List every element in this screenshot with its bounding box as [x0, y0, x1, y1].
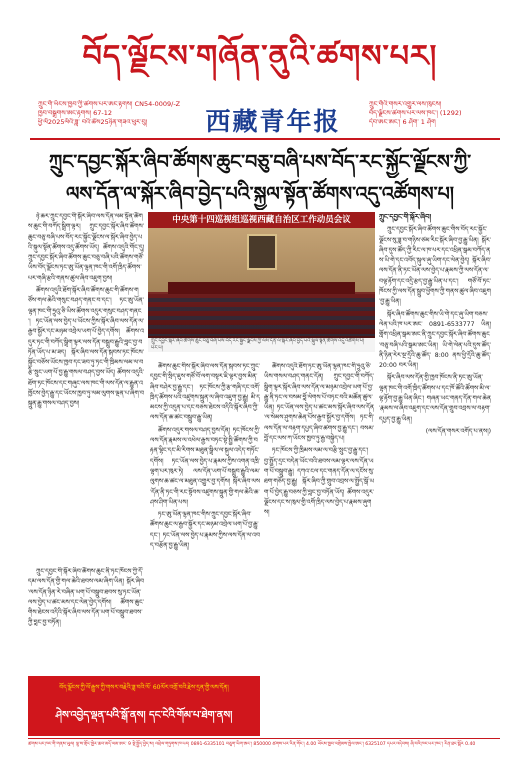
meta-left-line2: ཁྱབ་བསྒྲགས་ཨང་རྟགས། 67-12: [38, 109, 113, 117]
photo-audience-rows: [148, 298, 375, 336]
article-byline: (ལས་དོན་གསར་འགོད་པ་ནས།): [425, 427, 491, 435]
masthead-divider: [30, 138, 500, 140]
paragraph: ཚོགས་འདུའི་ཐོག་ཏང་ཨུ་ཡོན་ལྷན་ཁང་གི་ཧྲུའུ་ཅི་ཡིས་གསལ་བཤད་གནང་དོན། ཀྲུང་དབྱང་གི་བཀོད་སྒྲིག་ལྟར་སྐོར་ཞིབ་ལས་དོན་ལ་མཉམ་འབྲེལ་ཡག་པོ་བྱ་རྒྱུ་ནི་ཏང་ལ་བསམ་བློ་ལེགས་པོ་བཏང་བའི་མཚོན་ཚུལ་ཡིན། ཏང་ཡོན་ལས་བྱེད་པ་ཚང་མས་སྐོར་ཞིབ་ལས་དོན་ལ་སེམས་ཤུགས་ཆེན་པོས་རྒྱབ་སྐྱོར་བྱ་དགོས། ཏང་གི་ལས་དོན་ལ་བརྟག་དཔྱད་ཞིབ་ཚགས་བྱ་རྒྱུ་དང་། བསམ་བློ་དང་ལས་ཀ་ཡོངས་ཁྱབ་ཏུ་རྒྱ་བསྐྱེད་པ།: [264, 363, 374, 443]
paragraph: སྐོར་ཞིབ་ཚོགས་ཆུང་གིས་ཡི་གེ་དང་ཞུ་ཡིག་བཅས་ལེན་པའི་ཁ་པར་ཨང་ 0891-6533777 ཡིན། གློག་འཕྲིན་སྒམ་ཨང་ནི་ཀྲུང་དབྱང་སྐོར་ཞིབ་ཚོགས་ཆུང་བཅུ་བཞི་པའི་སྒམ་ཨང་ཡིན། ཡི་གེ་ལེན་པའི་དུས་ཚོད་ནི་ཉིན་རེར་སྔ་དྲོའི་ཆུ་ཚོད་ 8:00 ནས་ཕྱི་དྲོའི་ཆུ་ཚོད་ 20:00 བར་ཡིན།: [379, 310, 491, 370]
photo-banner-text: 中央第十四巡视组巡视西藏自治区工作动员会议: [148, 212, 375, 228]
publication-info-right: [369, 100, 494, 127]
headline-line1: ཀྲུང་དབྱང་སྐོར་ཞིབ་ཚོགས་ཆུང་བཅུ་བཞི་པས་བོད་རང་སྐྱོང་ལྗོངས་ཀྱི་: [48, 151, 472, 173]
meta-right-line2: བོད་ལྗོངས་ཚགས་པར་ལས་ཁང་། (1292): [369, 109, 462, 117]
photo-portrait-image: [247, 234, 277, 270]
column-subheading: ཀྲུང་དབྱང་གི་སྐོར་ཞིབ།: [379, 213, 432, 221]
paragraph: ཚོགས་འདུར་གསལ་བཤད་བྱས་དོན། ཏང་ཁོངས་ཀྱི་ལས་དོན་རྣམས་ལ་འཕེལ་རྒྱས་བཏང་སྟེ་སྤྱི་ཚོགས་ཀྱི་བརྟན་ལྷིང་དང་མི་རིགས་མཐུན་སྒྲིལ་ལ་སྐུལ་འདེད་གཏོང་དགོས། ཏང་ཡོན་ལས་བྱེད་པ་རྣམས་ཀྱིས་འགན་འཁྲི་ལྷག་པར་ཁུར་ཏེ། ལས་དོན་ཡག་པོ་བསྒྲུབ་རྒྱུའི་ལམ་ལུགས་ཆ་ཚང་ལ་མཐུན་འགྱུར་བྱ་དགོས། སྐོར་ཞིབ་ལས་དོན་ནི་ཏང་གི་རང་སྟོབས་འཛུགས་སྐྲུན་གྱི་གལ་ཆེའི་ཆ་ཤས་ཤིག་ཡིན་པས།: [150, 426, 260, 506]
headline-line2: ལས་དོན་ལ་སྐོར་ཞིབ་བྱེད་པའི་སྐྱལ་སྟོན་ཚོགས་འདུ་འཚོགས་པ།: [66, 183, 454, 205]
article-column-1-continued: [28, 567, 144, 667]
publication-info-left: [38, 100, 198, 127]
footer-divider: [28, 738, 500, 739]
paragraph: ཚོགས་ཆུང་གིས་སྐོར་ཞིབ་ལས་དོན་སྐབས་ཏང་ཀྲུང་དབྱང་གི་སྲིད་ཇུས་གཙོ་བོ་ལག་བསྟར་ཇི་ལྟར་བྱས་མིན་ཞིབ་བཤེར་བྱ་རྒྱུ་དང་། ཏང་ཁོངས་ཀྱི་རྩ་གཞི་དང་འགོ་ཁྲིད་ཚོགས་པའི་འཛུགས་སྐྲུན་ལ་ཞིབ་འཇུག་བྱ་རྒྱུ། མི་དམངས་ཀྱི་འདུན་པ་དང་བཅས་ཐེངས་འདིའི་སྐོར་ཞིབ་ཀྱི་ལས་དོན་ཆ་ཚང་བསྒྲུབ་རྒྱུ་ཡིན།: [150, 363, 260, 422]
paragraph: སྐོར་ཞིབ་ལས་དོན་གྱི་ཁྱབ་ཁོངས་ནི་ཏང་ཨུ་ཡོན་ལྷན་ཁང་གི་འགོ་ཁྲིད་ཚོགས་པ་དང་ཁོ་ཚོའི་ཚོགས་མི་ལ་ལྟ་རྟོག་བྱ་རྒྱུ་ཡིན་ཞིང་། གཞན་ཡང་གནད་དོན་གལ་ཆེན་རྣམས་ལ་ཞིབ་འཇུག་དང་ལས་དོན་གྲུབ་འབྲས་ལ་བརྟག་དཔྱད་བྱ་རྒྱུ་ཡིན།: [379, 374, 491, 423]
news-photo: [148, 212, 375, 352]
paragraph: ཉེ་ཆར་ཀྲུང་དབྱང་གི་སྐོར་ཞིབ་ལས་དོན་ལམ་སྟོན་ཚོགས་ཆུང་གི་བཀོད་སྒྲིག་ལྟར། ཀྲུང་དབྱང་སྐོར་ཞིབ་ཚོགས་ཆུང་བཅུ་བཞི་པས་བོད་རང་སྐྱོང་ལྗོངས་ལ་སྐོར་ཞིབ་བྱེད་པའི་སྐུལ་སྟོན་ཚོགས་འདུ་ཚོགས་ཡོད། ཚོགས་འདུའི་གོང་དུ། ཀྲུང་དབྱང་སྐོར་ཞིབ་ཚོགས་ཆུང་བཅུ་བཞི་པའི་ཚོགས་གཙོ་ཡིས་བོད་ལྗོངས་ཏང་ཨུ་ཡོན་ལྷན་ཁང་གི་འགོ་ཁྲིད་ཚོགས་པར་གཞི་རྩའི་གནས་ཚུལ་ཞིབ་འཇུག་བྱས།: [28, 213, 144, 282]
main-headline: [20, 146, 500, 210]
meta-left-line3: ཕྱི་ལོ2025ལོའི་ཟླ་ བའི་ཚེས25ཉིན་གཟའ་ཕུར་བུ།: [38, 118, 148, 126]
article-column-4: [379, 212, 491, 732]
masthead-chinese-title: 西藏青年报: [205, 107, 341, 136]
article-column-3: [264, 362, 374, 757]
paragraph: ཏང་ཨུ་ཡོན་ལྷན་ཁང་གིས་ཀྲུང་དབྱང་སྐོར་ཞིབ་ཚོགས་ཆུང་ལ་རྒྱབ་སྐྱོར་དང་མཉམ་འབྲེལ་ཡག་པོ་བྱ་རྒྱུ་དང་། ཏང་ཡོན་ལས་བྱེད་པ་རྣམས་ཀྱིས་ལས་དོན་ལ་འབད་བརྩོན་བྱ་རྒྱུ་ཡིན།: [150, 511, 260, 550]
footer-publisher-info: ཚགས་པར་ཁང་གི་གནས་ཡུལ། ལྷ་ས་གྲོང་ཁྱེར་ཆབ་མདོ་ལམ་ཨང་ 9 སྡེ་སྤྱོད་བྱེད་ས། འབྲེལ་གཏུགས་ཁ་པར། 0891-6335101 བཅུག་ཡིག་ཨང་། 850000 ཚགས་པར་རིན་གོང་། 4.00 ཡོངས་ཁྱབ་འགྲེམས་སྤེལ་ཨང་། 6325107 དཔར་འདེབས། ཞི་བའི་ཁང་པར་ཁང་། རིན་ཐང་སྒོར 0.40: [28, 742, 476, 747]
red-notice-box: [28, 676, 260, 736]
meta-right-line3: དེབ་ཨང་ཨང་། 6 ཤོག་ 1 ཤོག: [369, 118, 436, 126]
article-column-1: [28, 212, 144, 557]
photo-caption: ཀྲུང་དབྱང་སྐོར་ཞིབ་ཚོགས་ཆུང་བཅུ་བཞི་པས་བོད་རང་སྐྱོང་ལྗོངས་ཀྱི་ལས་དོན་ལ་སྐོར་ཞིབ་བྱེད་པའི་སྐུལ་སྟོན་ཚོགས་འདུ་འཚོགས་པ། པར་པ།: [148, 338, 375, 352]
meta-left-line1: ཀྲུང་གོ་ཡོངས་ཁྱབ་ཀྱི་ཚགས་པར་ཨང་རྟགས། CN54-0009/-Z: [38, 100, 181, 108]
paragraph: ཀྲུང་དབྱང་གི་སྐོར་ཞིབ་ཚོགས་ཆུང་ནི་ཏང་ཁོངས་ཀྱི་དོ་དམ་ལས་དོན་གྱི་གལ་ཆེའི་ཐབས་ལམ་ཞིག་ཡིན། སྐོར་ཞིབ་ལས་དོན་ཉིན་རེ་བཞིན་ཡག་པོ་བསྒྲུབ་ཐབས་སུ་ཏང་ཡོན་ལས་བྱེད་པ་ཚང་མས་དང་ལེན་བྱེད་དགོས། ཚོགས་ཆུང་གིས་ཐེངས་འདིའི་སྐོར་ཞིབ་ལས་དོན་ཡག་པོ་བསྒྲུབ་ཐབས་ཀྱི་བླང་བྱ་བཏོན།: [28, 568, 144, 627]
meta-right-line1: ཀྲུང་གོའི་གསར་འགྱུར་ལས་ཁུངས།: [369, 100, 442, 108]
paragraph: ཀྲུང་དབྱང་སྐོར་ཞིབ་ཚོགས་ཆུང་གིས་བོད་རང་སྐྱོང་ལྗོངས་སུ་ཟླ་བ་གཉིས་ཙམ་རིང་སྐོར་ཞིབ་བྱ་རྒྱུ་ཡིན། སྐོར་ཞིབ་དུས་ཚོད་ཀྱི་རིང་ལ་ཁ་པར་དང་འཕྲིན་སྒམ་བཀོད་ནས་ཡི་གེ་དང་འབོད་སྐུལ་ཞུ་ཡིག་དང་ལེན་བྱེད། སྐོར་ཞིབ་ལས་དོན་ནི་ཏང་ཡོན་ལས་བྱེད་པ་རྣམས་ཀྱི་ལས་དོན་ལ་བལྟ་རྟོག་དང་འདྲི་རྩད་བྱ་རྒྱུ་ཡིན་པ་དང་། གཙོ་བོ་ཏང་ཁོངས་ཀྱི་ལས་དོན་སྒྲུབ་ཕྱོགས་ཀྱི་གནས་ཚུལ་ཞིབ་འཇུག་བྱ་རྒྱུ་ཡིན།: [379, 226, 491, 306]
photo-stage: [168, 282, 355, 294]
paragraph: ཏང་ཁོངས་ཀྱི་ཁྲིམས་ལམ་ལ་བརྩི་སྲུང་བྱ་རྒྱུ་དང་། བྱ་སྤྱོད་དྲང་བདེན་ཡོང་བའི་ཐབས་ལམ་ལྟར་ལས་དོན་ཡག་པོ་བསྒྲུབ་རྒྱུ། དཀའ་ངལ་དང་གནད་དོན་ལ་དངོས་སུ་ཐག་གཅོད་བྱ་རྒྱུ། སྐོར་ཞིབ་ཀྱི་གྲུབ་འབྲས་ལ་སྤྱོད་སྒོ་ཡག་པོ་བྱེད་རྒྱུ་བཅས་ཀྱི་བླང་བྱ་བཏོན་ཡོད། ཚོགས་འདུར་ལྗོངས་དང་ས་ཁུལ་གྱི་འགོ་ཁྲིད་ལས་བྱེད་པ་རྣམས་ཞུགས།: [264, 447, 374, 517]
masthead-tibetan-title: བོད་ལྗོངས་གཞོན་ནུའི་ཚགས་པར།: [82, 39, 438, 74]
notice-line1: བོད་ལྗོངས་ཀྱི་ལོ་རྒྱུས་ཀྱི་གསར་བརྗེའི་ཟླ་བའི་ལོ་ 60ལོར་འགྲོ་བའི་རྗེས་དྲན་གྱི་ལས་དོན།: [59, 684, 229, 691]
notice-line2: ཤེས་འབྱེད་ལྡན་པའི་སྒོ་ནས། དང་ངེའི་གོམ་པ་ཐེག་ནས།: [55, 710, 233, 721]
paragraph: ཚོགས་འདུའི་ཐོག་སྐོར་ཞིབ་ཚོགས་ཆུང་གི་ཚོགས་གཙོས་གལ་ཆེའི་གསུང་བཤད་གནང་བ་དང་། ཏང་ཨུ་ཡོན་ལྷན་ཁང་གི་ཧྲུའུ་ཅི་ཡིས་ཚོགས་འདུར་གསུང་བཤད་གནང་། ཏང་ཡོན་ལས་བྱེད་པ་ཡོངས་ཀྱིས་སྐོར་ཞིབ་ལས་དོན་ལ་རྒྱབ་སྐྱོར་དང་མཉམ་འབྲེལ་ཡག་པོ་བྱེད་དགོས། ཚོགས་འདུར་ཏང་གི་བཀོད་སྒྲིག་ལྟར་ལས་དོན་བསྒྲུབ་རྒྱུའི་བླང་བྱ་བཏོན་ཡོད་པ་མ་ཟད། སྐོར་ཞིབ་ལས་དོན་སྐབས་ཏང་ཁོངས་སྐྱོང་བཅོས་ཡོངས་ཁྱབ་དང་ཟབ་ཏུ་ཏང་གི་ཁྲིམས་ལམ་ལ་བརྩི་སྲུང་ཡག་པོ་བྱ་རྒྱུ་གསལ་བཤད་བྱས་ཡོད། ཚོགས་འདུའི་ཐོག་ཏང་ཁོངས་དང་གཞུང་ལས་ཁང་གི་ལས་དོན་ལ་རྒྱུན་འཁྱོངས་བྱེད་རྒྱུ་དང་ཡོངས་ཁྱབ་ཏུ་ལམ་ལུགས་ལྡན་པ་ཞིག་བསྐྲུན་རྒྱུ་གསལ་བཤད་བྱས།: [28, 287, 144, 408]
